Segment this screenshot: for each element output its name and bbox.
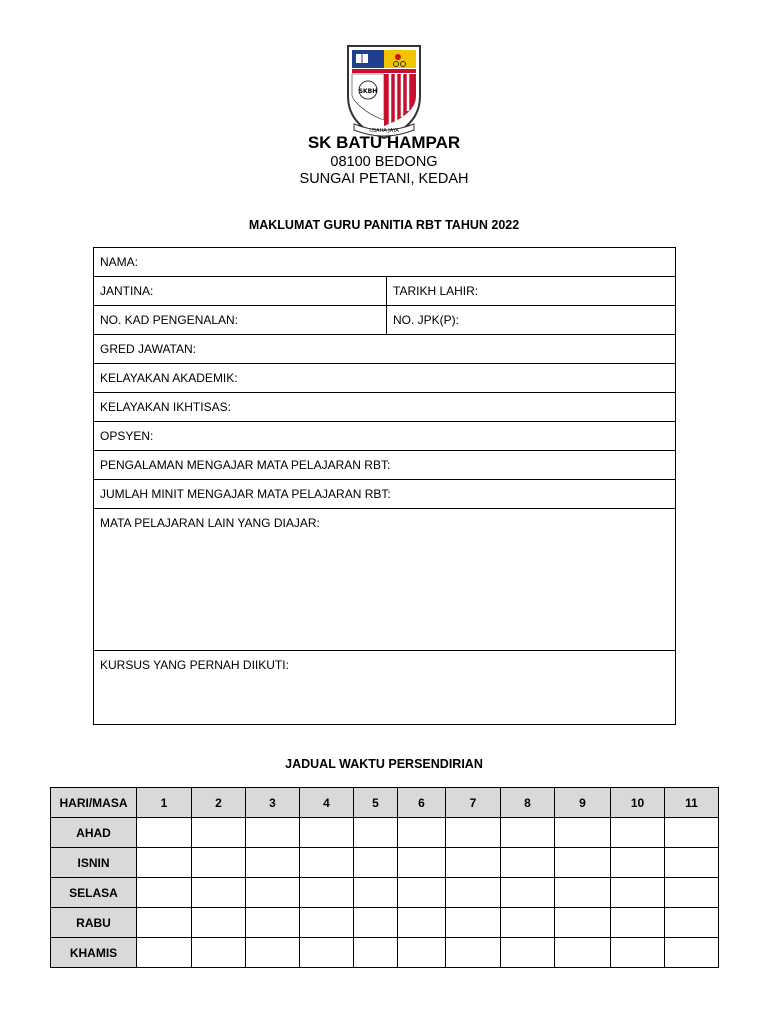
schedule-cell[interactable] [446,938,501,968]
schedule-title: JADUAL WAKTU PERSENDIRIAN [285,757,483,771]
schedule-cell[interactable] [665,908,719,938]
schedule-cell[interactable] [665,878,719,908]
period-header: 9 [555,788,611,818]
schedule-cell[interactable] [611,848,665,878]
schedule-cell[interactable] [501,818,555,848]
period-header: 2 [192,788,246,818]
schedule-cell[interactable] [300,908,354,938]
day-label: AHAD [51,818,137,848]
period-header: 5 [354,788,398,818]
form-title: MAKLUMAT GURU PANITIA RBT TAHUN 2022 [248,218,520,232]
school-crest-logo [340,40,428,140]
schedule-cell[interactable] [192,938,246,968]
field-jantina[interactable]: JANTINA: [94,277,387,306]
schedule-cell[interactable] [137,878,192,908]
schedule-cell[interactable] [246,938,300,968]
schedule-cell[interactable] [446,878,501,908]
schedule-cell[interactable] [300,818,354,848]
schedule-cell[interactable] [137,818,192,848]
schedule-cell[interactable] [246,908,300,938]
field-kursus[interactable]: KURSUS YANG PERNAH DIIKUTI: [94,651,676,725]
field-gred-jawatan[interactable]: GRED JAWATAN: [94,335,676,364]
day-label: ISNIN [51,848,137,878]
schedule-cell[interactable] [665,818,719,848]
day-label: RABU [51,908,137,938]
schedule-cell[interactable] [555,818,611,848]
period-header: 10 [611,788,665,818]
schedule-cell[interactable] [501,938,555,968]
schedule-cell[interactable] [354,878,398,908]
schedule-corner-header: HARI/MASA [51,788,137,818]
schedule-cell[interactable] [501,848,555,878]
schedule-cell[interactable] [137,938,192,968]
schedule-cell[interactable] [354,938,398,968]
address-line-2: SUNGAI PETANI, KEDAH [299,171,469,187]
period-header: 7 [446,788,501,818]
schedule-cell[interactable] [611,818,665,848]
teacher-info-table [93,247,676,725]
schedule-cell[interactable] [665,938,719,968]
period-header: 11 [665,788,719,818]
schedule-cell[interactable] [398,878,446,908]
schedule-cell[interactable] [446,908,501,938]
svg-text:USAHA JAYA: USAHA JAYA [369,128,399,134]
field-tarikh-lahir[interactable]: TARIKH LAHIR: [387,277,676,306]
schedule-cell[interactable] [446,848,501,878]
schedule-cell[interactable] [611,878,665,908]
field-no-kad-pengenalan[interactable]: NO. KAD PENGENALAN: [94,306,387,335]
field-pengalaman-mengajar[interactable]: PENGALAMAN MENGAJAR MATA PELAJARAN RBT: [94,451,676,480]
schedule-cell[interactable] [192,908,246,938]
period-header: 1 [137,788,192,818]
field-kelayakan-akademik[interactable]: KELAYAKAN AKADEMIK: [94,364,676,393]
svg-text:SKBH: SKBH [358,88,378,95]
schedule-cell[interactable] [665,848,719,878]
schedule-cell[interactable] [555,908,611,938]
schedule-cell[interactable] [501,878,555,908]
schedule-table [50,787,719,968]
field-no-jpk[interactable]: NO. JPK(P): [387,306,676,335]
schedule-cell[interactable] [611,938,665,968]
schedule-cell[interactable] [246,818,300,848]
schedule-cell[interactable] [137,908,192,938]
day-label: KHAMIS [51,938,137,968]
schedule-cell[interactable] [192,878,246,908]
schedule-cell[interactable] [192,818,246,848]
schedule-cell[interactable] [501,908,555,938]
schedule-cell[interactable] [300,938,354,968]
schedule-row [51,848,719,878]
period-header: 8 [501,788,555,818]
school-name: SK BATU HAMPAR [307,133,461,152]
field-mata-pelajaran-lain[interactable]: MATA PELAJARAN LAIN YANG DIAJAR: [94,509,676,651]
address-line-1: 08100 BEDONG [330,154,438,170]
schedule-row [51,938,719,968]
schedule-cell[interactable] [300,878,354,908]
schedule-cell[interactable] [300,848,354,878]
schedule-cell[interactable] [354,848,398,878]
period-header: 3 [246,788,300,818]
schedule-cell[interactable] [446,818,501,848]
schedule-cell[interactable] [354,818,398,848]
schedule-cell[interactable] [555,878,611,908]
schedule-row [51,878,719,908]
schedule-row [51,818,719,848]
schedule-cell[interactable] [398,848,446,878]
schedule-row [51,908,719,938]
period-header: 4 [300,788,354,818]
schedule-cell[interactable] [398,818,446,848]
schedule-cell[interactable] [555,938,611,968]
schedule-cell[interactable] [246,878,300,908]
schedule-cell[interactable] [246,848,300,878]
schedule-cell[interactable] [398,908,446,938]
schedule-cell[interactable] [555,848,611,878]
field-nama[interactable]: NAMA: [94,248,676,277]
schedule-cell[interactable] [354,908,398,938]
period-header: 6 [398,788,446,818]
schedule-cell[interactable] [398,938,446,968]
field-kelayakan-ikhtisas[interactable]: KELAYAKAN IKHTISAS: [94,393,676,422]
field-opsyen[interactable]: OPSYEN: [94,422,676,451]
schedule-cell[interactable] [611,908,665,938]
schedule-cell[interactable] [192,848,246,878]
field-jumlah-minit[interactable]: JUMLAH MINIT MENGAJAR MATA PELAJARAN RBT: [94,480,676,509]
schedule-cell[interactable] [137,848,192,878]
day-label: SELASA [51,878,137,908]
